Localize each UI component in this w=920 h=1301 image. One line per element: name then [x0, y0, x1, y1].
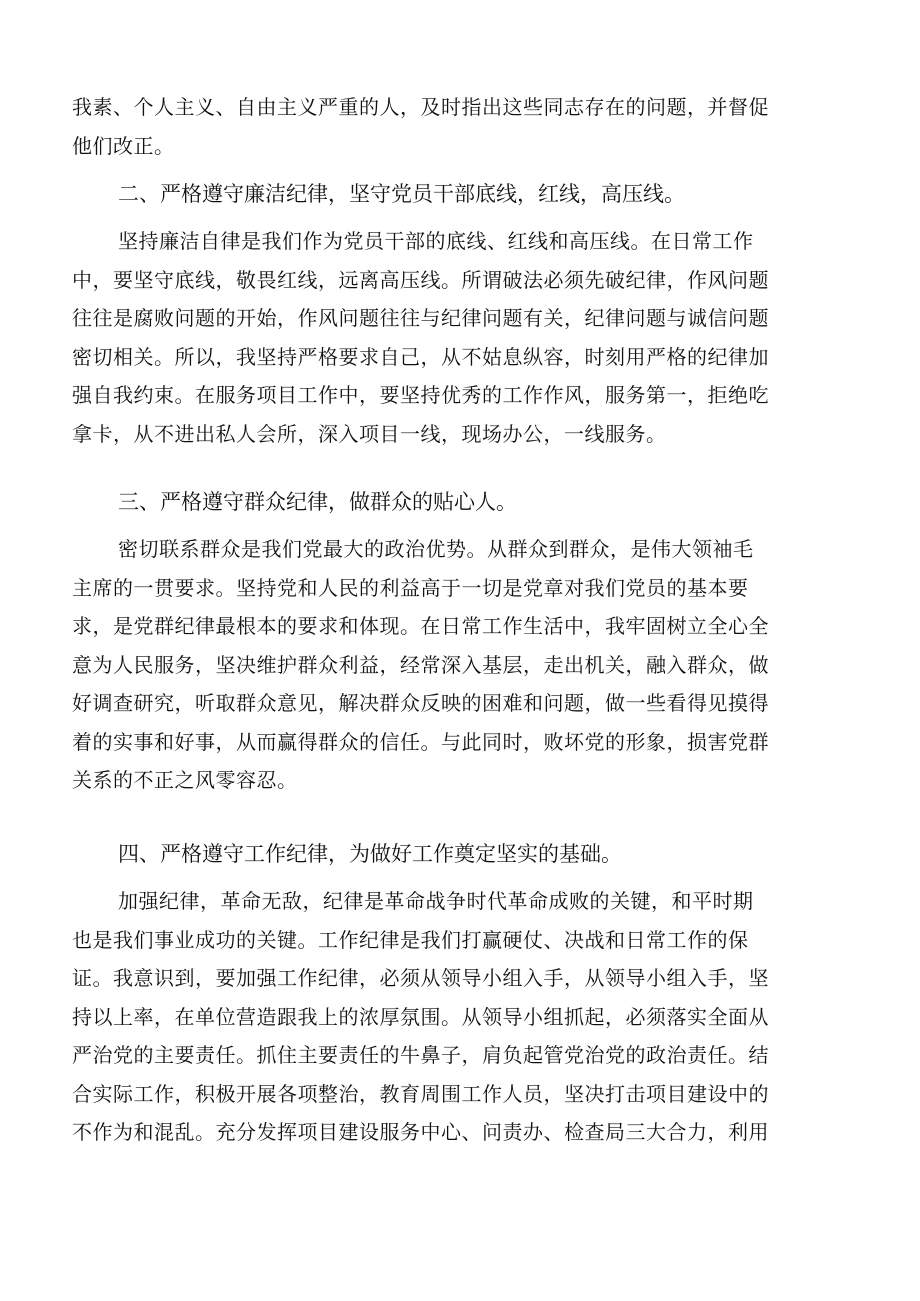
paragraph-line: 强自我约束。在服务项目工作中，要坚持优秀的工作作风，服务第一，拒绝吃	[72, 383, 769, 407]
intro-paragraph	[72, 88, 862, 165]
paragraph-line: 我素、个人主义、自由主义严重的人，及时指出这些同志存在的问题，并督促	[72, 95, 769, 119]
paragraph-line: 求，是党群纪律最根本的要求和体现。在日常工作生活中，我牢固树立全心全	[72, 614, 769, 638]
paragraph-line: 合实际工作，积极开展各项整治，教育周围工作人员，坚决打击项目建设中的	[72, 1081, 769, 1106]
paragraph-line: 密切相关。所以，我坚持严格要求自己，从不姑息纵容，时刻用严格的纪律加	[72, 344, 769, 369]
paragraph-line: 持以上率，在单位营造跟我上的浓厚氛围。从领导小组抓起，必须落实全面从	[72, 1004, 769, 1029]
paragraph-line: 不作为和混乱。充分发挥项目建设服务中心、问责办、检查局三大合力，利用	[72, 1120, 769, 1144]
section-3-paragraph	[72, 530, 862, 800]
paragraph-line: 证。我意识到，要加强工作纪律，必须从领导小组入手，从领导小组入手，坚	[72, 966, 769, 990]
paragraph-line: 主席的一贯要求。坚持党和人民的利益高于一切是党章对我们党员的基本要	[72, 575, 749, 600]
section-heading-4: 四、严格遵守工作纪律，为做好工作奠定坚实的基础。	[118, 842, 622, 866]
paragraph-line: 坚持廉洁自律是我们作为党员干部的底线、红线和高压线。在日常工作	[118, 229, 754, 253]
paragraph-line: 他们改正。	[72, 133, 175, 158]
section-heading-3: 三、严格遵守群众纪律，做群众的贴心人。	[118, 490, 517, 514]
section-2-paragraph	[72, 222, 862, 453]
paragraph-line: 也是我们事业成功的关键。工作纪律是我们打赢硬仗、决战和日常工作的保	[72, 927, 749, 952]
section-4-paragraph	[72, 882, 862, 1152]
paragraph-line: 关系的不正之风零容忍。	[72, 768, 298, 792]
paragraph-line: 着的实事和好事，从而赢得群众的信任。与此同时，败坏党的形象，损害党群	[72, 729, 769, 754]
paragraph-line: 密切联系群众是我们党最大的政治优势。从群众到群众，是伟大领袖毛	[118, 537, 754, 561]
paragraph-line: 严治党的主要责任。抓住主要责任的牛鼻子，肩负起管党治党的政治责任。结	[72, 1043, 769, 1067]
paragraph-line: 加强纪律，革命无敌，纪律是革命战争时代革命成败的关键，和平时期	[118, 889, 754, 913]
paragraph-line: 好调查研究，听取群众意见，解决群众反映的困难和问题，做一些看得见摸得	[72, 691, 769, 715]
section-heading-2: 二、严格遵守廉洁纪律，坚守党员干部底线，红线，高压线。	[118, 182, 685, 206]
paragraph-line: 拿卡，从不进出私人会所，深入项目一线，现场办公，一线服务。	[72, 421, 667, 446]
paragraph-line: 意为人民服务，坚决维护群众利益，经常深入基层，走出机关，融入群众，做	[72, 652, 769, 677]
paragraph-line: 中，要坚守底线，敬畏红线，远离高压线。所谓破法必须先破纪律，作风问题	[72, 267, 769, 292]
paragraph-line: 往往是腐败问题的开始，作风问题往往与纪律问题有关，纪律问题与诚信问题	[72, 306, 769, 330]
